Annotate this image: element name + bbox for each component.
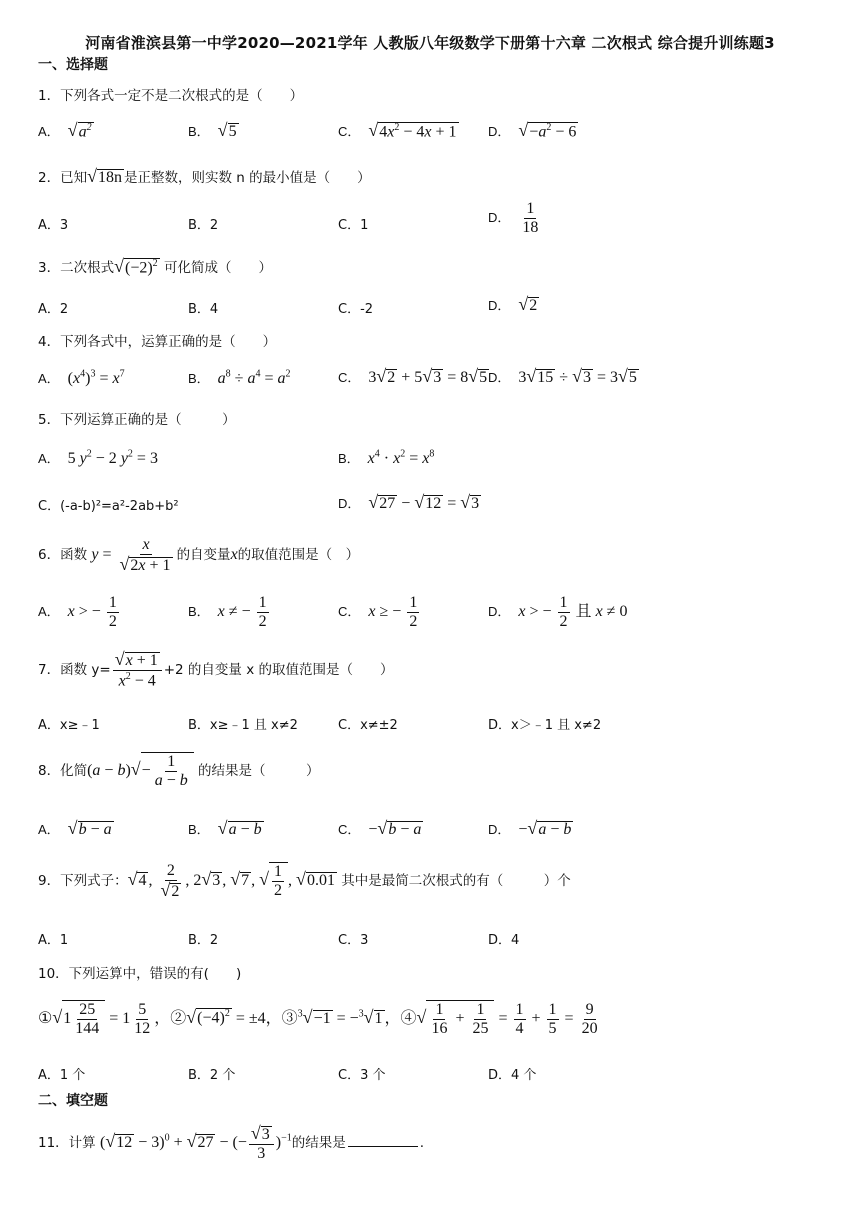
q5-option-d: D． √27 − √12 = √3 [338, 492, 480, 512]
q4-option-c: C． 3√2 + 5√3 = 8√5 [338, 366, 488, 386]
q5-option-a: A． 5 $y^2 - 2$ $y^2 = 3$ [38, 448, 158, 467]
q9-option-c: C．3 [338, 933, 369, 948]
q2-option-b: B．2 [188, 218, 219, 233]
q8-option-b: B． √a − b [188, 818, 262, 838]
q9-option-b: B．2 [188, 933, 219, 948]
q3-option-c: C．-2 [338, 302, 374, 317]
q10-statements: ①√1 $\frac{25}{144}$ = 1 $\frac{5}{12}$ ，$②√(-4)^2 = \pm 4$，③$^3$√−1 = −$^3$√1 ，④√ $\frac{1}{16}$ + $\frac{1}{25}$ = $\frac{1}{4}$ + $\frac{1}{5}$ = $\frac{9}{20}$ [38, 1001, 598, 1037]
question-2: 2．已知√18n 是正整数，则实数 n 的最小值是（ ） [38, 166, 371, 186]
q2-option-a: A．3 [38, 218, 69, 233]
q6-option-c: C． x ≥ − $\frac{1}{2}$ [338, 594, 418, 630]
q9-option-a: A．1 [38, 933, 69, 948]
question-1: 1．下列各式一定不是二次根式的是（ ） [38, 88, 304, 104]
q9-option-d: D．4 [488, 933, 520, 948]
q5-option-b: B． $x^4 \cdot x^2 = x^8$ [338, 448, 435, 467]
q2-option-d: D． $\frac{1}{18}$ [488, 200, 539, 236]
section-heading-fill: 二、填空题 [38, 1093, 108, 1109]
q7-option-b: B．x≥﹣1 且 x≠2 [188, 718, 298, 733]
q8-option-c: C． −√b − a [338, 818, 422, 838]
q8-option-a: A． √b − a [38, 818, 112, 838]
question-7: 7．函数 y= $\frac{√x + 1}{x^2 - 4}$ +2 的自变量 x 的取值范围是（ ） [38, 649, 394, 690]
q7-option-c: C．x≠±2 [338, 718, 398, 733]
question-9: 9．下列式子：√4 , $\frac{2}{√2}$ , 2√3 , √7 , √ $\frac{1}{2}$ , √0.01 其中是最简二次根式的有（ ）个 [38, 862, 571, 900]
q6-option-d: D． x > − $\frac{1}{2}$ 且 x ≠ 0 [488, 594, 628, 630]
q6-option-b: B． x ≠ − $\frac{1}{2}$ [188, 594, 267, 630]
q10-option-c: C．3 个 [338, 1068, 386, 1083]
q1-option-c: C． $√4x^2 - 4x + 1$ [338, 120, 457, 140]
question-5: 5．下列运算正确的是（ ） [38, 412, 236, 428]
q4-option-b: B． $a^8 \div a^4 = a^2$ [188, 368, 291, 387]
question-4: 4．下列各式中，运算正确的是（ ） [38, 334, 277, 350]
question-3: 3．二次根式$√(-2)^2$ 可化简成（ ） [38, 256, 272, 276]
page-title: 河南省淮滨县第一中学2020—2021学年 人教版八年级数学下册第十六章 二次根式 综合提升训练题3 [85, 34, 775, 52]
q3-option-a: A．2 [38, 302, 69, 317]
q8-option-d: D． −√a − b [488, 818, 572, 838]
q10-option-b: B．2 个 [188, 1068, 236, 1083]
question-6: 6．函数 y = $\frac{x}{√2x + 1}$ 的自变量x的取值范围是（ ） [38, 536, 360, 574]
answer-blank[interactable] [348, 1146, 418, 1147]
q5-option-c: C．(-a-b)²=a²-2ab+b² [38, 499, 179, 514]
q1-option-a: A． $√a^2$ [38, 120, 92, 140]
section-heading-choice: 一、选择题 [38, 57, 108, 73]
q4-option-a: A． $(x^4)^3 = x^7$ [38, 368, 125, 387]
q6-option-a: A． x > − $\frac{1}{2}$ [38, 594, 117, 630]
q7-option-d: D．x＞﹣1 且 x≠2 [488, 718, 602, 733]
q7-option-a: A．x≥﹣1 [38, 718, 100, 733]
q1-option-d: D． $√-a^2 - 6$ [488, 120, 577, 140]
q1-option-b: B． √5 [188, 120, 237, 140]
q3-option-b: B．4 [188, 302, 219, 317]
question-11: 11．计算 $(√12 - 3)^0 + √27$ − (− $\frac{√3}{3}$ )$^{-1}$的结果是 . [38, 1123, 425, 1162]
q3-option-d: D． √2 [488, 294, 538, 314]
question-10: 10．下列运算中，错误的有( ) [38, 966, 242, 982]
question-8: 8．化简(a − b)√− $\frac{1}{a - b}$ 的结果是（ ） [38, 753, 320, 789]
q10-option-d: D．4 个 [488, 1068, 537, 1083]
q4-option-d: D． 3√15 ÷ √3 = 3√5 [488, 366, 637, 386]
q2-option-c: C．1 [338, 218, 369, 233]
q10-option-a: A．1 个 [38, 1068, 86, 1083]
